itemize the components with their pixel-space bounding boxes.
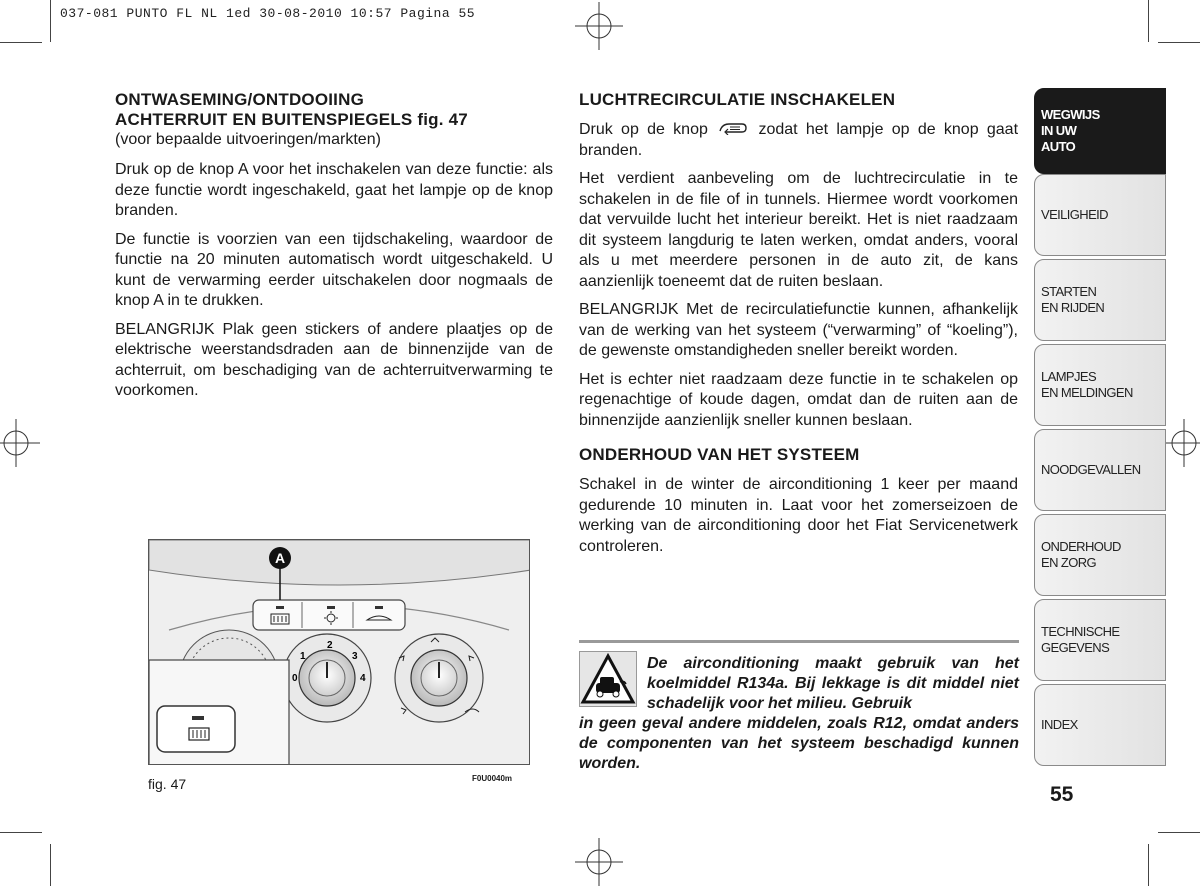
tab-label: VEILIGHEID [1041,207,1108,222]
paragraph-text: Druk op de knop [579,121,708,138]
page-number: 55 [1050,783,1074,806]
dial-number: 0 [292,673,298,684]
tab-label: IN UW [1041,123,1077,138]
tab-label: WEGWIJS [1041,107,1100,122]
registration-mark-right [1160,419,1200,467]
print-header: 037-081 PUNTO FL NL 1ed 30-08-2010 10:57 Pagina 55 [60,6,476,21]
section-heading-maintenance: ONDERHOUD VAN HET SYSTEEM [579,445,860,464]
tab-noodgevallen[interactable] [1034,429,1166,511]
paragraph: Het is echter niet raadzaam deze functie in te schakelen op regenachtige of koude dagen, omdat dan de ruiten aan de binnenzijde aanzienlijk sneller kunnen beslaan. [579,370,1018,429]
tab-label: ONDERHOUD [1041,539,1121,554]
tab-label: GEGEVENS [1041,640,1110,655]
paragraph: BELANGRIJK Met de recirculatiefunctie kunnen, afhankelijk van de werking van het systeem (“verwarming” of “koeling”), de gewenste omstandigheden sneller bereikt worden. [579,301,1018,359]
climate-control-panel-illustration [149,540,530,765]
crop-mark [0,832,42,833]
dial-number: 4 [360,673,366,684]
tab-lampjes[interactable] [1034,344,1166,426]
tab-label: EN MELDINGEN [1041,385,1133,400]
heading-line: ONTWASEMING/ONTDOOIING [115,90,365,109]
dial-number: 2 [327,640,333,651]
section-heading-recirculation: LUCHTRECIRCULATIE INSCHAKELEN [579,90,896,109]
tab-starten[interactable] [1034,259,1166,341]
tab-label: EN ZORG [1041,555,1097,570]
dial-number: 1 [300,651,306,662]
tab-technische-gegevens[interactable] [1034,599,1166,681]
tab-label: AUTO [1041,139,1076,154]
crop-mark [0,42,42,43]
subheading: (voor bepaalde uitvoeringen/markten) [115,131,381,148]
figure-47 [148,539,530,765]
left-column [115,90,553,410]
paragraph: Druk op de knop A voor het inschakelen van deze functie: als deze functie wordt ingeschakeld, gaat het lampje op de knop branden. [115,161,553,219]
crop-mark [1158,832,1200,833]
tab-label: STARTEN [1041,284,1097,299]
tab-label: INDEX [1041,717,1078,732]
tab-onderhoud[interactable] [1034,514,1166,596]
crop-mark [1148,0,1149,42]
tab-label: TECHNISCHE [1041,624,1120,639]
warning-text-indented: De airconditioning maakt gebruik van het koelmiddel R134a. Bij lekkage is dit middel niet schadelijk voor het milieu. Gebruik [647,655,1019,712]
crop-mark [1158,42,1200,43]
crop-mark [50,0,51,42]
recirculation-icon [718,121,748,135]
figure-code: F0U0040m [472,774,513,783]
tab-label: LAMPJES [1041,369,1097,384]
paragraph: De functie is voorzien van een tijdschakeling, waardoor de functie na 20 minuten automatisch wordt uitgeschakeld. U kunt de verwarming eerder uitschakelen door nogmaals de knop A in te drukken. [115,230,553,309]
registration-mark-left [0,419,40,467]
tab-label: NOODGEVALLEN [1041,462,1141,477]
tab-veiligheid[interactable] [1034,174,1166,256]
warning-text [579,654,1019,774]
warning-text-full: in geen geval andere middelen, zoals R12, omdat anders de componenten van het systeem beschadigd kunnen worden. [579,715,1019,772]
heading-line: ACHTERRUIT EN BUITENSPIEGELS fig. 47 [115,110,468,129]
dial-number: 3 [352,651,358,662]
registration-mark-top [575,2,623,50]
tab-label: EN RIJDEN [1041,300,1105,315]
paragraph: Het verdient aanbeveling om de luchtrecirculatie in te schakelen in de file of in tunnels. Hiermee wordt voorkomen dat vervuilde lucht het interieur bereikt. Het is niet raadzaam dit systeem langdurig te laten werken, omdat anders, vooral als u met meerdere personen in de auto zit, de kans aanzienlijk toeneemt dat de ruiten beslaan. [579,170,1018,290]
crop-mark [1148,844,1149,886]
paragraph [579,120,1018,161]
right-column [579,90,1018,565]
paragraph-text: zodat het lampje op de knop gaat branden. [579,121,1019,159]
registration-mark-bottom [575,838,623,886]
paragraph: BELANGRIJK Plak geen stickers of andere plaatjes op de elektrische weerstandsdraden aan de binnenzijde van de achterruit, om beschadiging van de achterruitverwarming te voorkomen. [115,320,553,399]
tab-wegwijs[interactable] [1034,88,1166,174]
paragraph: Schakel in de winter de airconditioning 1 keer per maand gedurende 10 minuten in. Laat voor het zomerseizoen de werking van de airconditioning door het Fiat Servicenetwerk controleren. [579,476,1018,555]
figure-caption: fig. 47 [148,776,187,792]
figure-marker-a: A [274,550,286,566]
warning-divider [579,640,1019,643]
crop-mark [50,844,51,886]
tab-index[interactable] [1034,684,1166,766]
section-heading-defrost [115,90,553,130]
